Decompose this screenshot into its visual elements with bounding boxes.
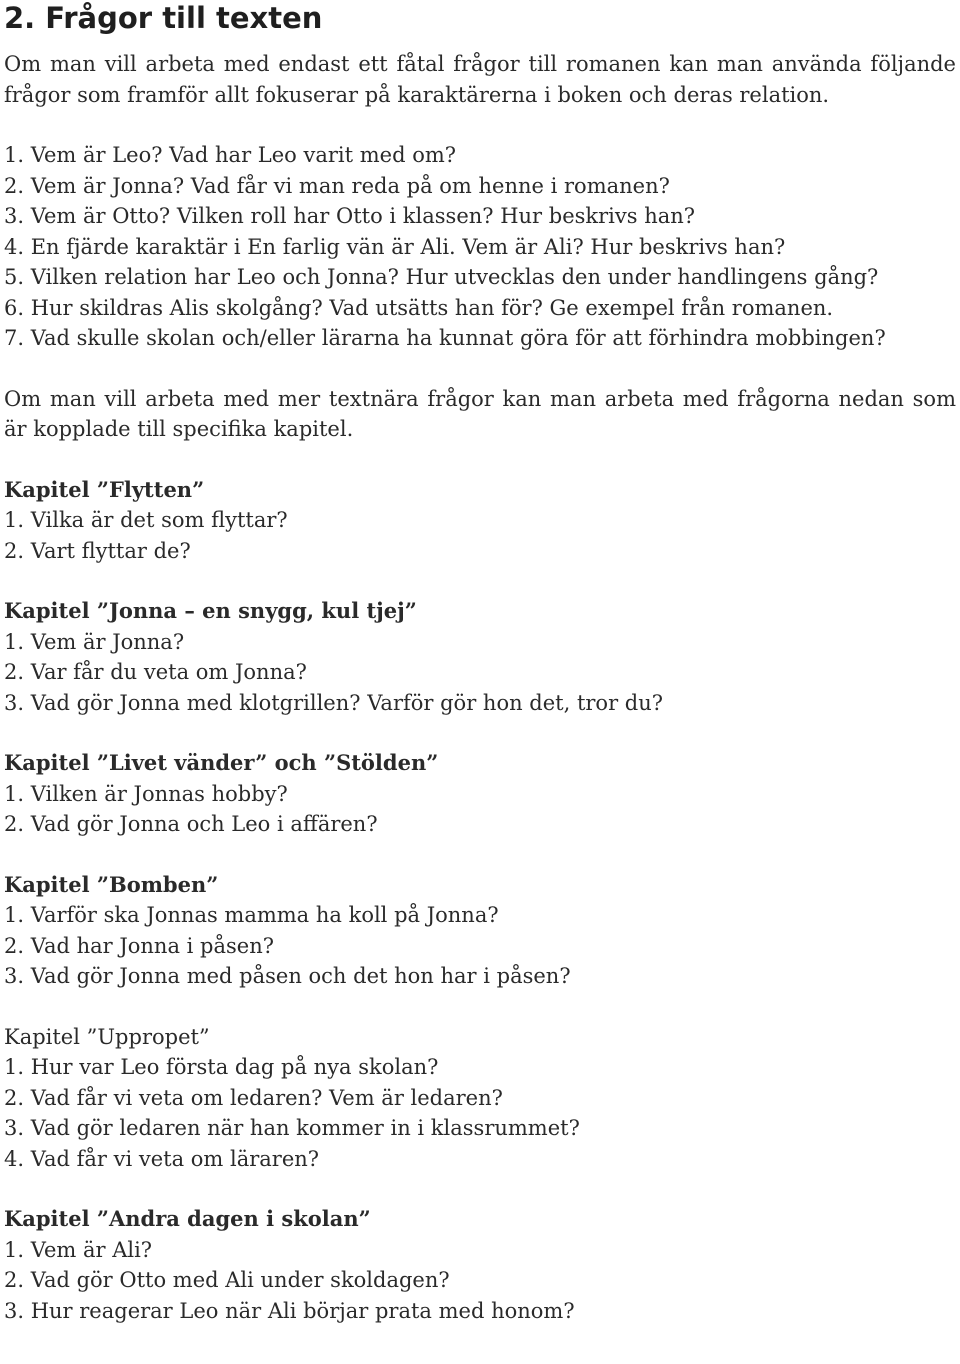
question-item: 2. Vad gör Jonna och Leo i affären? [4, 812, 378, 836]
chapter-heading: Kapitel ”Uppropet” [4, 1024, 210, 1049]
chapter-heading: Kapitel ”Flytten” [4, 476, 205, 502]
question-item: 5. Vilken relation har Leo och Jonna? Hur utvecklas den under handlingens gång? [4, 265, 879, 289]
chapter-question-list [4, 1235, 956, 1327]
chapter-section-andra-dagen [4, 1204, 956, 1326]
spacer [4, 110, 956, 140]
chapter-question-list [4, 505, 956, 566]
chapter-question-list [4, 1052, 956, 1174]
question-item: 2. Vem är Jonna? Vad får vi man reda på om henne i romanen? [4, 173, 670, 198]
chapter-section-livet-vander [4, 748, 956, 840]
general-question-list [4, 140, 956, 354]
question-item: 3. Vad gör ledaren när han kommer in i klassrummet? [4, 1116, 580, 1140]
question-item: 1. Vem är Ali? [4, 1237, 153, 1262]
question-item: 7. Vad skulle skolan och/eller lärarna ha kunnat göra för att förhindra mobbingen? [4, 326, 886, 350]
question-item: 2. Var får du veta om Jonna? [4, 660, 307, 684]
question-item: 1. Vilka är det som flyttar? [4, 508, 288, 532]
chapter-question-list [4, 627, 956, 719]
chapter-section-flytten [4, 475, 956, 567]
chapter-question-list [4, 900, 956, 992]
question-item: 4. En fjärde karaktär i En farlig vän är Ali. Vem är Ali? Hur beskrivs han? [4, 234, 786, 259]
chapter-section-jonna [4, 596, 956, 718]
question-item: 1. Vem är Leo? Vad har Leo varit med om? [4, 143, 457, 167]
question-item: 1. Vilken är Jonnas hobby? [4, 781, 288, 806]
chapter-heading: Kapitel ”Andra dagen i skolan” [4, 1206, 371, 1231]
question-item: 2. Vart flyttar de? [4, 538, 191, 563]
question-item: 2. Vad har Jonna i påsen? [4, 933, 274, 958]
chapter-heading: Kapitel ”Bomben” [4, 871, 219, 897]
question-item: 1. Varför ska Jonnas mamma ha koll på Jonna? [4, 903, 499, 927]
question-item: 3. Hur reagerar Leo när Ali börjar prata med honom? [4, 1298, 575, 1323]
chapter-question-list [4, 779, 956, 840]
question-item: 1. Hur var Leo första dag på nya skolan? [4, 1055, 439, 1079]
intro-paragraph: Om man vill arbeta med endast ett fåtal frågor till romanen kan man använda följande frågor som framför allt fokuserar på karaktärerna i boken och deras relation. [4, 52, 956, 107]
question-item: 1. Vem är Jonna? [4, 629, 185, 654]
question-item: 6. Hur skildras Alis skolgång? Vad utsätts han för? Ge exempel från romanen. [4, 295, 834, 320]
page-title: 2. Frågor till texten [4, 1, 323, 35]
document-page [4, 0, 956, 1326]
question-item: 4. Vad får vi veta om läraren? [4, 1146, 320, 1171]
chapter-section-bomben [4, 870, 956, 992]
chapter-section-uppropet [4, 1022, 956, 1175]
question-item: 2. Vad gör Otto med Ali under skoldagen? [4, 1268, 450, 1292]
question-item: 3. Vem är Otto? Vilken roll har Otto i klassen? Hur beskrivs han? [4, 204, 696, 228]
question-item: 3. Vad gör Jonna med påsen och det hon har i påsen? [4, 964, 571, 988]
second-intro-paragraph: Om man vill arbeta med mer textnära frågor kan man arbeta med frågorna nedan som är kopplade till specifika kapitel. [4, 386, 956, 441]
question-item: 3. Vad gör Jonna med klotgrillen? Varför gör hon det, tror du? [4, 690, 664, 715]
question-item: 2. Vad får vi veta om ledaren? Vem är ledaren? [4, 1085, 503, 1110]
chapter-heading: Kapitel ”Livet vänder” och ”Stölden” [4, 750, 439, 775]
chapter-heading: Kapitel ”Jonna – en snygg, kul tjej” [4, 598, 417, 623]
